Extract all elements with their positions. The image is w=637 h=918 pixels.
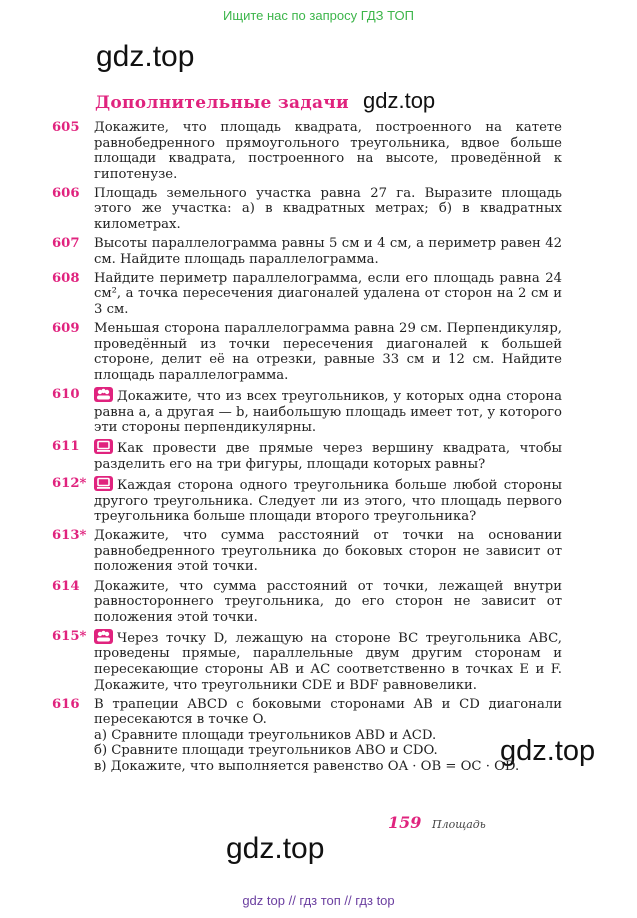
problem-item: [52, 528, 562, 575]
watermark: gdz.top: [96, 40, 195, 73]
problem-subitem: а) Сравните площади треугольников ABD и ACD.: [94, 727, 437, 743]
watermark: gdz.top: [500, 735, 596, 767]
problem-number: 607: [52, 236, 80, 252]
problem-item: [52, 439, 562, 472]
problem-number: 616: [52, 696, 80, 712]
problem-item: [52, 321, 562, 383]
problem-item: [52, 579, 562, 626]
group-work-icon: [94, 629, 113, 644]
problem-subitem: б) Сравните площади треугольников ABO и CDO.: [94, 743, 438, 759]
problem-text: Через точку D, лежащую на стороне BC треугольника ABC, проведены прямые, параллельные двум другим сторонам и пересекающие стороны AB и AC соответственно в точках E и F. Докажите, что треугольники CDE и BDF равновелики.: [94, 630, 562, 693]
problem-number: 611: [52, 439, 80, 455]
top-banner: Ищите нас по запросу ГДЗ ТОП: [223, 8, 414, 23]
bottom-banner: gdz top // гдз топ // гдз top: [242, 893, 395, 908]
problem-text: Площадь земельного участка равна 27 га. Выразите площадь этого же участка: а) в квадратных метрах; б) в квадратных километрах.: [94, 185, 562, 233]
group-work-icon: [94, 387, 113, 402]
problem-number: 606: [52, 185, 80, 201]
problem-number: 609: [52, 321, 80, 337]
problem-number: 610: [52, 387, 80, 402]
problem-text: В трапеции ABCD с боковыми сторонами AB и CD диагонали пересекаются в точке O.: [94, 696, 562, 728]
computer-icon: [94, 476, 113, 491]
problem-subitem: в) Докажите, что выполняется равенство OA · OB = OC · OD.: [94, 759, 520, 775]
problem-item: [52, 697, 562, 775]
problem-item: [52, 186, 562, 233]
problem-text: Докажите, что сумма расстояний от точки на основании равнобедренного треугольника до боковых сторон не зависит от положения этой точки.: [94, 528, 562, 575]
problem-text: Докажите, что из всех треугольников, у которых одна сторона равна a, а другая — b, наибольшую площадь имеет тот, у которого эти стороны перпендикулярны.: [94, 389, 562, 436]
watermark: gdz.top: [363, 88, 436, 113]
problem-text: Найдите периметр параллелограмма, если его площадь равна 24 см², а точка пересечения диагоналей удалена от сторон на 2 см и 3 см.: [94, 270, 562, 318]
problem-text: Каждая сторона одного треугольника больше любой стороны другого треугольника. Следует ли из этого, что площадь первого треугольника больше площади второго треугольника?: [94, 477, 562, 525]
problem-item: [52, 476, 562, 525]
problem-item: [52, 271, 562, 318]
section-title: Дополнительные задачи: [95, 93, 349, 113]
problem-text: Меньшая сторона параллелограмма равна 29 см. Перпендикуляр, проведённый из точки пересечения диагоналей к большей стороне, делит её на отрезки, равные 33 см и 12 см. Найдите площадь параллелограмма.: [94, 321, 562, 383]
problem-number: 614: [52, 578, 80, 594]
problem-number: 612*: [52, 475, 87, 491]
problem-item: [52, 120, 562, 182]
problem-text: Высоты параллелограмма равны 5 см и 4 см, а периметр равен 42 см. Найдите площадь параллелограмма.: [94, 236, 562, 267]
problem-item: [52, 236, 562, 267]
problem-text: Докажите, что сумма расстояний от точки, лежащей внутри равностороннего треугольника, до его сторон не зависит от положения этой точки.: [94, 578, 562, 625]
section-name: Площадь: [432, 818, 486, 831]
problem-item: [52, 387, 562, 436]
problem-text: Как провести две прямые через вершину квадрата, чтобы разделить его на три фигуры, площади которых равны?: [94, 441, 562, 472]
problem-number: 608: [52, 270, 80, 286]
computer-icon: [94, 439, 113, 454]
watermark: gdz.top: [226, 832, 325, 865]
problem-number: 605: [52, 120, 80, 135]
problem-number: 615*: [52, 628, 87, 644]
problem-text: Докажите, что площадь квадрата, построенного на катете равнобедренного прямоугольного треугольника, вдвое больше площади квадрата, построенного на высоте, проведённой к гипотенузе.: [94, 120, 562, 182]
problem-number: 613*: [52, 528, 87, 544]
page-number: 159: [388, 813, 422, 832]
problem-list: [52, 120, 562, 778]
problem-item: [52, 629, 562, 693]
